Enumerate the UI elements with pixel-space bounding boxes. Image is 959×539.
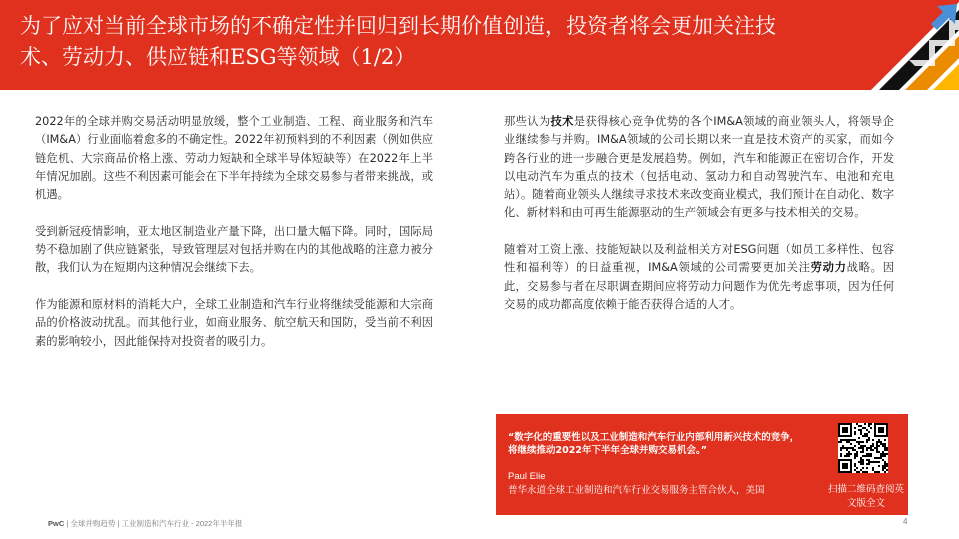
text-segment: 随着对工资上涨、技能短缺以及利益相关方对ESG问题（如员工多样性、包容性和福利等）的日益重视，IM&A领域的公司需要更加关注 (504, 243, 894, 275)
qr-caption: 扫描二维码查阅英文版全文 (827, 484, 904, 509)
quote-author-role: 普华永道全球工业制造和汽车行业交易服务主管合伙人，美国 (508, 485, 765, 496)
paragraph-technology (504, 113, 894, 223)
paragraph: 受到新冠疫情影响，亚太地区制造业产量下降，出口量大幅下降。同时，国际局势不稳加剧了供应链紧张，导致管理层对包括并购在内的其他战略的注意力被分散，我们认为在短期内这种情况会继续下去。 (35, 224, 433, 275)
quote-box (496, 414, 908, 515)
text-segment: 战略。因此，交易参与者在尽职调查期间应将劳动力问题作为优先考虑事项，因为任何交易的成功都高度依赖于能否获得合适的人才。 (504, 261, 894, 311)
footer (48, 518, 242, 529)
page-number: 4 (903, 517, 908, 526)
footer-brand: PwC (48, 519, 65, 528)
paragraph: 2022年的全球并购交易活动明显放缓，整个工业制造、工程、商业服务和汽车（IM&A）行业面临着愈多的不确定性。2022年初预料到的不利因素（例如供应链危机、大宗商品价格上涨、劳动力短缺和全球半导体短缺等）在2022年上半年情况加剧。这些不利因素可能会在下半年持续为全球交易参与者带来挑战，或机遇。 (35, 115, 433, 202)
header-banner (0, 0, 959, 90)
text-segment: 是获得核心竞争优势的各个IM&A领域的商业领头人，将领导企业继续参与并购。IM&A领域的公司长期以来一直是技术资产的买家，而如今跨各行业的进一步融合更是发展趋势。例如，汽车和能源正在密切合作，开发以电动汽车为重点的技术（包括电动、氢动力和自动驾驶汽车、电池和充电站）。随着商业领头人继续寻求技术来改变商业模式，我们预计在自动化、数字化、新材料和由可再生能源驱动的生产领域会有更多与技术相关的交易。 (504, 115, 894, 220)
footer-text: | 全球并购趋势 | 工业制造和汽车行业 - 2022年半年报 (64, 519, 243, 528)
paragraph: 作为能源和原材料的消耗大户，全球工业制造和汽车行业将继续受能源和大宗商品的价格波动扰乱。而其他行业，如商业服务、航空航天和国防，受当前不利因素的影响较小，因此能保持对投资者的吸引力。 (35, 297, 433, 348)
text-segment: 那些认为 (504, 115, 551, 128)
right-column (504, 113, 894, 333)
quote-text: “数字化的重要性以及工业制造和汽车行业内部利用新兴技术的竞争，将继续推动2022年下半年全球并购交易机会。” (508, 432, 800, 456)
page-title: 为了应对当前全球市场的不确定性并回归到长期价值创造，投资者将会更加关注技术、劳动力、供应链和ESG等领域（1/2） (20, 14, 776, 69)
stair-arrow-graphic (809, 0, 959, 90)
paragraph-workforce (504, 241, 894, 314)
left-column (35, 113, 433, 369)
quote-author: Paul Elie (508, 471, 546, 482)
qr-code-icon[interactable] (838, 423, 888, 473)
highlight-technology: 技术 (550, 115, 574, 128)
highlight-workforce: 劳动力 (810, 261, 847, 275)
